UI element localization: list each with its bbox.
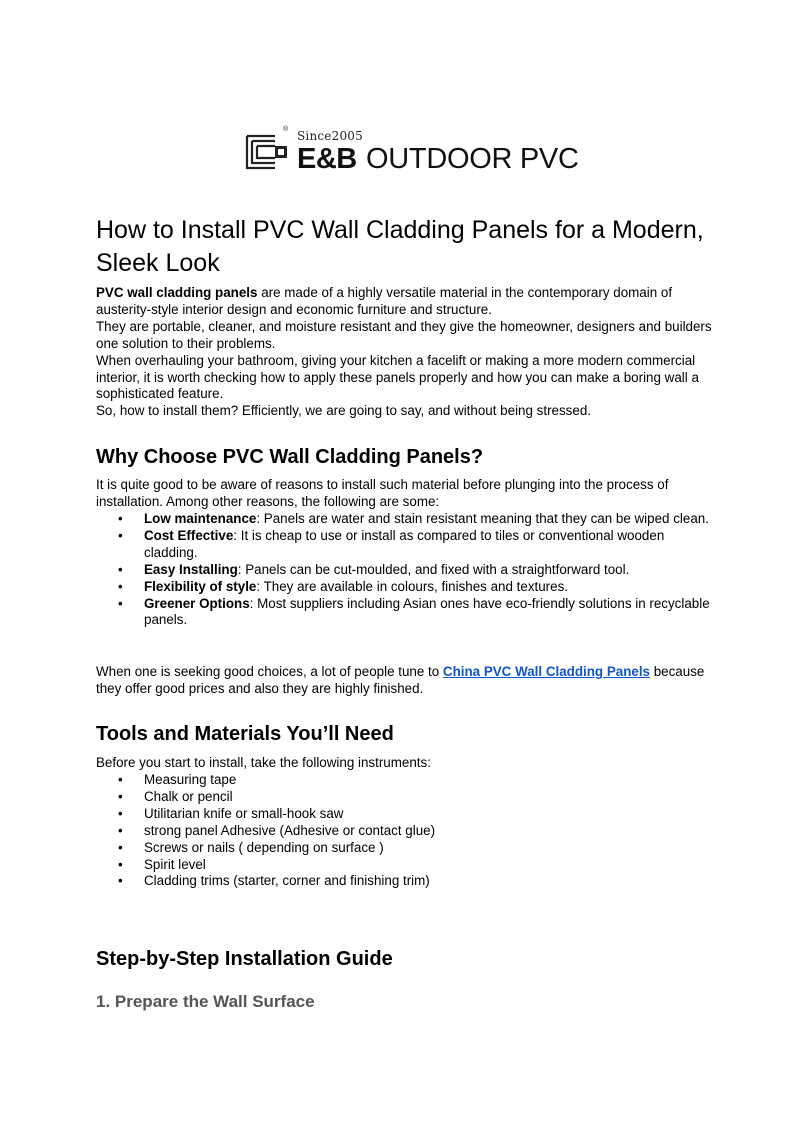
bullet-icon: • [118,595,123,611]
bullet-icon: • [118,856,123,872]
list-item [96,789,716,806]
bullet-icon: • [118,822,123,838]
intro-p1-rest: are made of a highly versatile material in the contemporary domain of austerity-style interior design and economic furniture and structure. [96,285,673,317]
list-item-text: Screws or nails ( depending on surface ) [144,839,384,855]
list-item [96,873,716,890]
bullet-icon: • [118,511,123,526]
list-item-text: Measuring tape [144,772,237,787]
list-item [96,596,716,630]
why-closing-text [96,664,716,698]
why-closing [96,664,716,698]
list-item-text: Spirit level [144,856,206,872]
tools-list [96,772,716,890]
step-1-heading: 1. Prepare the Wall Surface [96,992,315,1011]
list-item-bold: Low maintenance [144,511,257,526]
bullet-icon: • [118,527,123,543]
tools-heading: Tools and Materials You’ll Need [96,723,394,745]
intro-bold-term: PVC wall cladding panels [96,285,258,300]
page-title: How to Install PVC Wall Cladding Panels for a Modern, Sleek Look [96,216,704,277]
logo-since-text: Since2005 [297,129,363,143]
list-item-text: : They are available in colours, finishes and textures. [256,578,569,594]
guide-heading: Step-by-Step Installation Guide [96,948,393,970]
bullet-icon: • [118,561,123,577]
list-item-bold: Cost Effective [144,527,234,543]
list-item-bold: Easy Installing [144,561,238,577]
intro-paragraph-4: So, how to install them? Efficiently, we are going to say, and without being stressed. [96,403,591,419]
intro-paragraph-3: When overhauling your bathroom, giving your kitchen a facelift or making a more modern commercial interior, it is worth checking how to apply these panels properly and how you can make a boring wall a sophisticated feature. [96,352,699,402]
list-item-text: : Panels are water and stain resistant meaning that they can be wiped clean. [256,511,709,526]
list-item [96,511,716,528]
list-item-bold: Greener Options [144,595,250,611]
list-item [96,579,716,596]
bullet-icon: • [118,788,123,804]
why-list [96,511,716,629]
tools-lead-text: Before you start to install, take the following instruments: [96,755,431,770]
list-item [96,562,716,579]
list-item-bold: Flexibility of style [144,578,257,594]
bullet-icon: • [118,772,123,787]
why-lead-text: It is quite good to be aware of reasons to install such material before plunging into the process of installation. Among other reasons, the following are some: [96,477,669,509]
china-pvc-panels-link[interactable]: China PVC Wall Cladding Panels [442,664,650,679]
registered-mark: ® [283,126,289,133]
why-closing-after: because they offer good prices and also they are highly finished. [96,664,705,696]
list-item-text: Chalk or pencil [144,788,233,804]
bullet-icon: • [118,805,123,821]
list-item-text: strong panel Adhesive (Adhesive or contact glue) [144,822,436,838]
bullet-icon: • [118,873,123,889]
logo-subtitle-text: OUTDOOR PVC [366,143,579,175]
bullet-icon: • [118,578,123,594]
list-item [96,823,716,840]
list-item-text: : Most suppliers including Asian ones have eco-friendly solutions in recyclable panels. [144,595,710,628]
intro-section [96,285,716,420]
list-item-text: Utilitarian knife or small-hook saw [144,805,344,821]
intro-paragraph-1 [96,285,716,319]
list-item [96,772,716,789]
list-item-text: : It is cheap to use or install as compared to tiles or conventional wooden cladding. [144,527,665,560]
why-closing-before: When one is seeking good choices, a lot of people tune to [96,664,443,679]
list-item-text: : Panels can be cut-moulded, and fixed with a straightforward tool. [237,561,630,577]
list-item-text: Cladding trims (starter, corner and finishing trim) [144,873,430,889]
tools-lead [96,755,716,772]
why-lead [96,477,716,511]
logo-brand-text: E&B [297,143,357,175]
bullet-icon: • [118,839,123,855]
why-heading: Why Choose PVC Wall Cladding Panels? [96,446,484,468]
eb-logo-mark-icon [245,132,289,172]
list-item [96,528,716,562]
list-item [96,857,716,874]
list-item [96,840,716,857]
brand-logo [245,126,579,176]
intro-paragraph-2: They are portable, cleaner, and moisture resistant and they give the homeowner, designers and builders one solution to their problems. [96,318,712,351]
list-item [96,806,716,823]
